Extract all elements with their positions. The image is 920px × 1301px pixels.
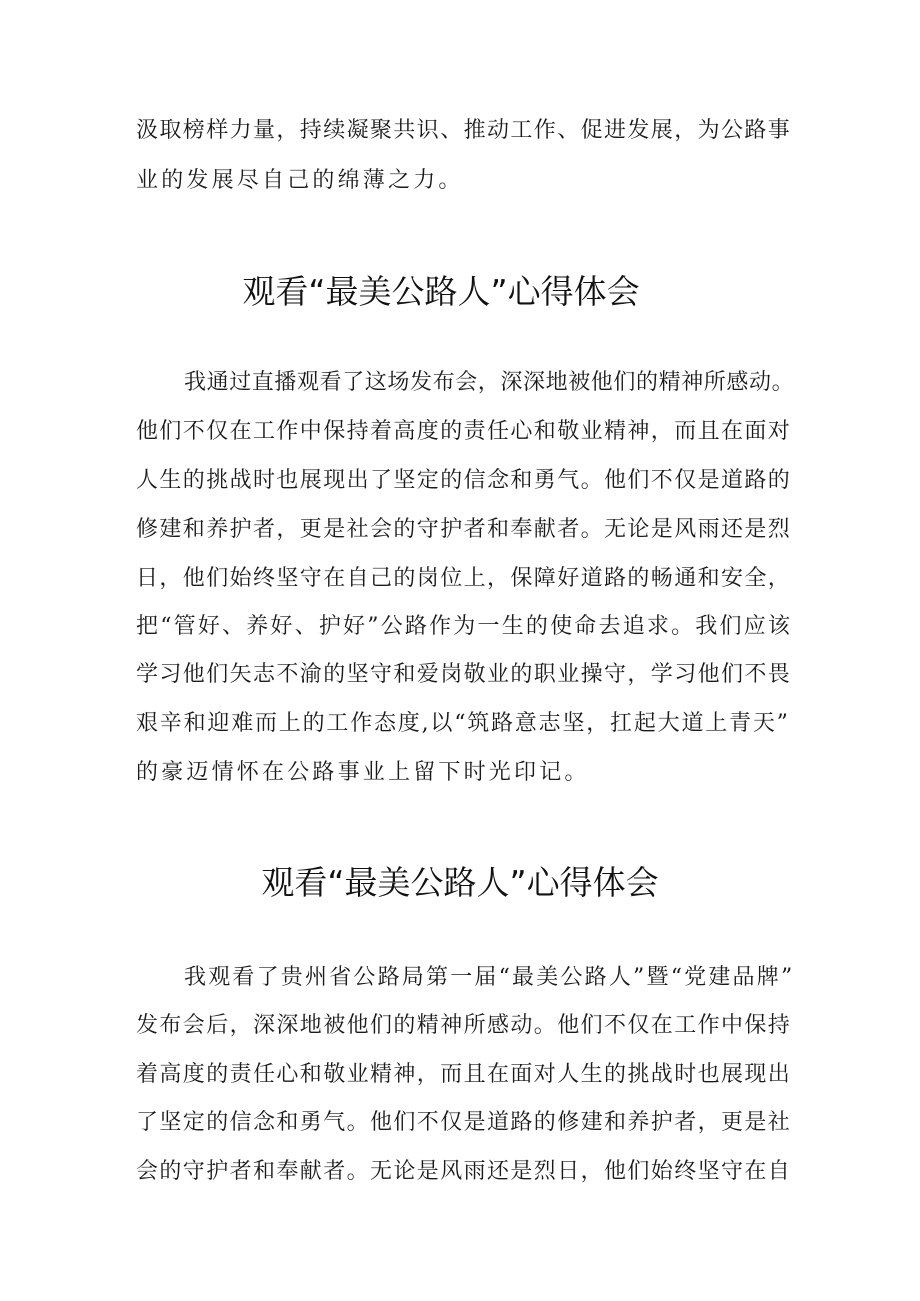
section-1-line-4: 修建和养护者，更是社会的守护者和奉献者。无论是风雨还是烈 [136, 517, 792, 542]
section-2-line-1: 我观看了贵州省公路局第一届“最美公路人”暨“党建品牌” [184, 965, 795, 990]
section-1-line-3: 人生的挑战时也展现出了坚定的信念和勇气。他们不仅是道路的 [136, 468, 792, 493]
section-1-line-1: 我通过直播观看了这场发布会，深深地被他们的精神所感动。 [184, 370, 795, 395]
section-1-line-8: 艰辛和迎难而上的工作态度,以“筑路意志坚，扛起大道上青天” [136, 711, 790, 736]
section-2-line-3: 着高度的责任心和敬业精神，而且在面对人生的挑战时也展现出 [136, 1062, 792, 1087]
section-1-line-5: 日，他们始终坚守在自己的岗位上，保障好道路的畅通和安全， [136, 566, 792, 591]
section-1-line-2: 他们不仅在工作中保持着高度的责任心和敬业精神，而且在面对 [136, 419, 792, 444]
section-2-line-2: 发布会后，深深地被他们的精神所感动。他们不仅在工作中保持 [136, 1013, 792, 1038]
section-1-line-6: 把“管好、养好、护好”公路作为一生的使命去追求。我们应该 [136, 614, 793, 639]
intro-line-1: 汲取榜样力量，持续凝聚共识、推动工作、促进发展，为公路事 [136, 118, 792, 143]
section-2-title: 观看“最美公路人”心得体会 [261, 863, 659, 902]
section-1-line-9: 的豪迈情怀在公路事业上留下时光印记。 [136, 760, 590, 785]
section-1-line-7: 学习他们矢志不渝的坚守和爱岗敬业的职业操守，学习他们不畏 [136, 662, 792, 687]
section-1-title: 观看“最美公路人”心得体会 [242, 272, 640, 311]
section-2-line-4: 了坚定的信念和勇气。他们不仅是道路的修建和养护者，更是社 [136, 1110, 792, 1135]
section-2-line-5: 会的守护者和奉献者。无论是风雨还是烈日，他们始终坚守在自 [136, 1159, 792, 1184]
intro-line-2: 业的发展尽自己的绵薄之力。 [136, 168, 464, 193]
